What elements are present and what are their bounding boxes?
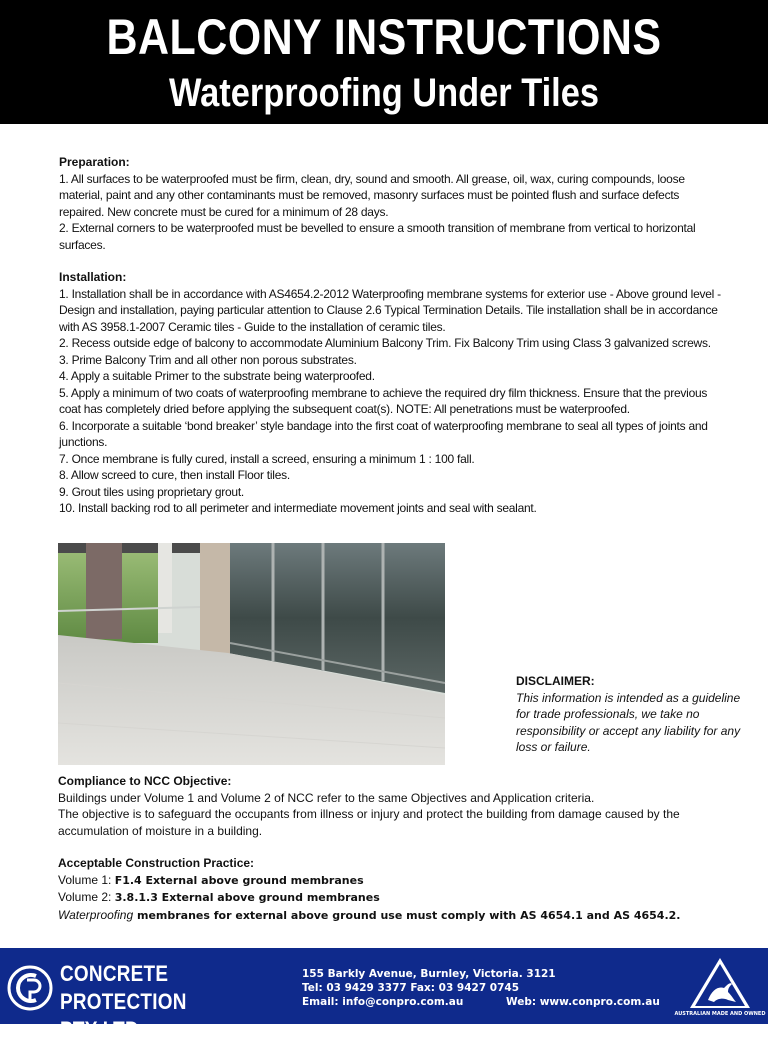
installation-item: 6. Incorporate a suitable ‘bond breaker’ style bandage into the first coat of waterproofing membrane to seal all types of joints and junctions. (59, 418, 708, 449)
acceptable-practice-heading: Acceptable Construction Practice: (58, 856, 255, 870)
volume-1-value: F1.4 External above ground membranes (114, 873, 364, 887)
page-title: BALCONY INSTRUCTIONS (106, 9, 662, 65)
preparation-item: 1. All surfaces to be waterproofed must be firm, clean, dry, sound and smooth. All grease, oil, wax, curing compounds, loose material, paint and any other contaminants must be removed, masonry surfaces must be pointed flush and surface defects repaired. New concrete must be cured for a minimum of 28 days. (59, 171, 685, 219)
company-name-line1: CONCRETE PROTECTION (60, 961, 187, 1014)
disclaimer-heading: DISCLAIMER: (516, 674, 595, 688)
disclaimer-text: This information is intended as a guideline for trade professionals, we take no responsibility or accept any liability for any loss or failure. (516, 690, 741, 754)
installation-item: 9. Grout tiles using proprietary grout. (59, 484, 245, 499)
page-header (0, 0, 768, 124)
balcony-photo (58, 543, 445, 765)
installation-item: 5. Apply a minimum of two coats of waterproofing membrane to achieve the required dry film thickness. Ensure that the previous coat has completely dried before applying the subsequent coat(s). NOTE: All penetrations must be waterproofed. (59, 385, 708, 416)
volume-2-label: Volume 2: (58, 890, 115, 904)
company-name (60, 960, 266, 1044)
preparation-item: 2. External corners to be waterproofed must be bevelled to ensure a smooth transition of membrane from vertical to horizontal surfaces. (59, 221, 696, 252)
web-link[interactable]: Web: www.conpro.com.au (506, 996, 660, 1008)
disclaimer-block (516, 673, 756, 756)
installation-item: 10. Install backing rod to all perimeter and intermediate movement joints and seal with sealant. (59, 501, 537, 515)
volume-1-label: Volume 1: (58, 872, 115, 887)
installation-item: 1. Installation shall be in accordance with AS4654.2-2012 Waterproofing membrane systems for exterior use - Above ground level - Design and installation, paying particular attention to Clause 2.6 Typical Termination Details. Tile installation shall be in accordance with AS 3958.1-2007 Ceramic tiles - Guide to the installation of ceramic tiles. (59, 286, 721, 334)
installation-item: 7. Once membrane is fully cured, install a screed, ensuring a minimum 1 : 100 fall. (59, 451, 475, 466)
compliance-section (58, 773, 738, 924)
page-footer (0, 948, 768, 1042)
compliance-heading: Compliance to NCC Objective: (58, 774, 232, 788)
badge-caption: AUSTRALIAN MADE AND OWNED (674, 1011, 766, 1017)
volume-2-line (58, 889, 738, 907)
volume-1-line (58, 872, 738, 890)
contact-details (302, 967, 682, 1009)
installation-item: 8. Allow screed to cure, then install Floor tiles. (59, 468, 290, 482)
email-link[interactable]: Email: info@conpro.com.au (302, 996, 464, 1008)
company-name-line2: PTY LTD (60, 1017, 139, 1042)
instructions-body (59, 154, 724, 517)
australian-made-kangaroo-icon (674, 956, 766, 1020)
installation-item: 4. Apply a suitable Primer to the substrate being waterproofed. (59, 369, 375, 383)
address: 155 Barkly Avenue, Burnley, Victoria. 3121 (302, 968, 556, 980)
volume-2-value: 3.8.1.3 External above ground membranes (114, 891, 380, 904)
installation-item: 3. Prime Balcony Trim and all other non porous substrates. (59, 352, 357, 367)
standards-note-italic: Waterproofing (58, 907, 134, 922)
page-subtitle: Waterproofing Under Tiles (168, 71, 600, 115)
standards-note (58, 907, 738, 925)
phone-fax: Tel: 03 9429 3377 Fax: 03 9427 0745 (302, 982, 520, 994)
email-web-row (302, 995, 682, 1009)
compliance-line: The objective is to safeguard the occupants from illness or injury and protect the building from damage caused by the accumulation of moisture in a building. (58, 807, 680, 838)
concrete-protection-logo-icon (6, 964, 54, 1012)
installation-item: 2. Recess outside edge of balcony to accommodate Aluminium Balcony Trim. Fix Balcony Trim using Class 3 galvanized screws. (59, 336, 711, 350)
standards-note-text: membranes for external above ground use must comply with AS 4654.1 and AS 4654.2. (133, 908, 681, 922)
compliance-line: Buildings under Volume 1 and Volume 2 of NCC refer to the same Objectives and Application criteria. (58, 790, 595, 805)
preparation-heading: Preparation: (59, 155, 130, 169)
installation-heading: Installation: (59, 270, 127, 284)
